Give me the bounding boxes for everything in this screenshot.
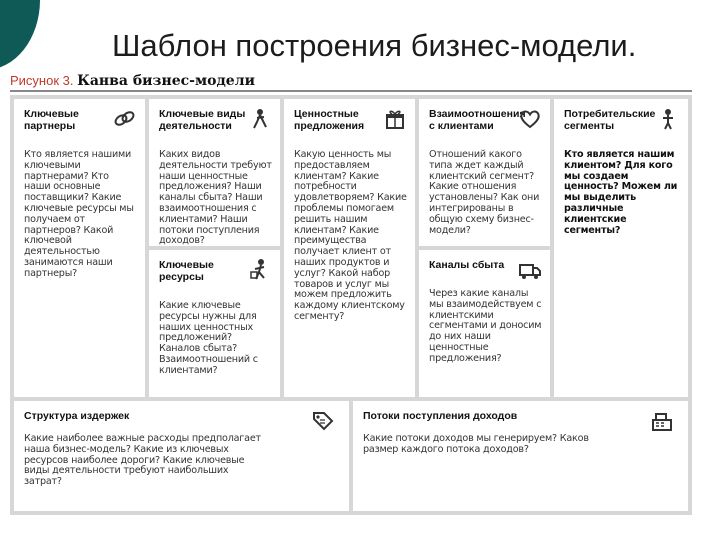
block-title: Ключевые ресурсы: [159, 259, 214, 283]
corner-decoration: [0, 0, 40, 70]
block-key-resources: [149, 250, 280, 397]
truck-icon: [518, 258, 542, 282]
chain-links-icon: [113, 107, 137, 131]
worker-icon: [248, 258, 272, 282]
figure-number: Рисунок 3.: [10, 73, 74, 88]
block-channels: [419, 250, 550, 397]
block-questions: Через какие каналы мы взаимодействуем с клиентскими сегментами и доносим до них наши ценностные предложения?: [429, 288, 542, 364]
gift-icon: [383, 107, 407, 131]
block-title: Потребительские сегменты: [564, 108, 656, 132]
price-tag-icon: [311, 409, 335, 433]
block-customer-segments: [554, 99, 688, 397]
block-title: Ключевые партнеры: [24, 108, 79, 132]
business-model-canvas: [10, 95, 692, 515]
block-questions: Отношений какого типа ждет каждый клиентский сегмент? Какие отношения установлены? Как они интегрированы в общую схему бизнес-модели?: [429, 149, 540, 236]
block-title: Каналы сбыта: [429, 259, 505, 271]
block-title: Потоки поступления доходов: [363, 410, 518, 422]
block-value-propositions: [284, 99, 415, 397]
block-questions: Кто является нашим клиентом? Для кого мы создаем ценность? Можем ли мы выделить различные клиентские сегменты?: [564, 149, 678, 236]
figure-caption: [10, 73, 255, 89]
caption-rule: [10, 90, 692, 92]
worker-icon: [248, 107, 272, 131]
cash-register-icon: [650, 409, 674, 433]
slide-title: Шаблон построения бизнес-модели.: [112, 28, 637, 63]
block-title: Взаимоотношения с клиентами: [429, 108, 526, 132]
block-customer-relationships: [419, 99, 550, 246]
block-questions: Какие потоки доходов мы генерируем? Каков размер каждого потока доходов?: [363, 433, 589, 455]
block-title: Структура издержек: [24, 410, 130, 422]
block-questions: Каких видов деятельности требуют наши ценностные предложения? Наши каналы сбыта? Наши взаимоотношения с клиентами? Наши потоки поступления доходов?: [159, 149, 272, 247]
block-title: Ключевые виды деятельности: [159, 108, 246, 132]
figure-name: Канва бизнес-модели: [77, 73, 255, 89]
person-icon: [656, 107, 680, 131]
block-questions: Какие ключевые ресурсы нужны для наших ценностных предложений? Каналов сбыта? Взаимоотношений с клиентами?: [159, 300, 258, 376]
block-title: Ценностные предложения: [294, 108, 365, 132]
block-questions: Какие наиболее важные расходы предполагает наша бизнес-модель? Какие из ключевых ресурсов наиболее дороги? Какие ключевые виды деятельности требуют наибольших затрат?: [24, 433, 261, 488]
block-key-partners: [14, 99, 145, 397]
block-questions: Какую ценность мы предоставляем клиентам? Какие потребности удовлетворяем? Какие проблемы помогаем решить нашим клиентам? Какие преимущества получает клиент от наших продуктов и услуг? Какой набор товаров и услуг мы можем предложить каждому клиентскому сегменту?: [294, 149, 407, 322]
block-revenue-streams: [353, 401, 688, 511]
block-key-activities: [149, 99, 280, 246]
block-cost-structure: [14, 401, 349, 511]
block-questions: Кто является нашими ключевыми партнерами? Кто наши основные поставщики? Какие ключевые ресурсы мы получаем от партнеров? Какой ключевой деятельностью занимаются наши партнеры?: [24, 149, 134, 279]
heart-icon: [518, 107, 542, 131]
